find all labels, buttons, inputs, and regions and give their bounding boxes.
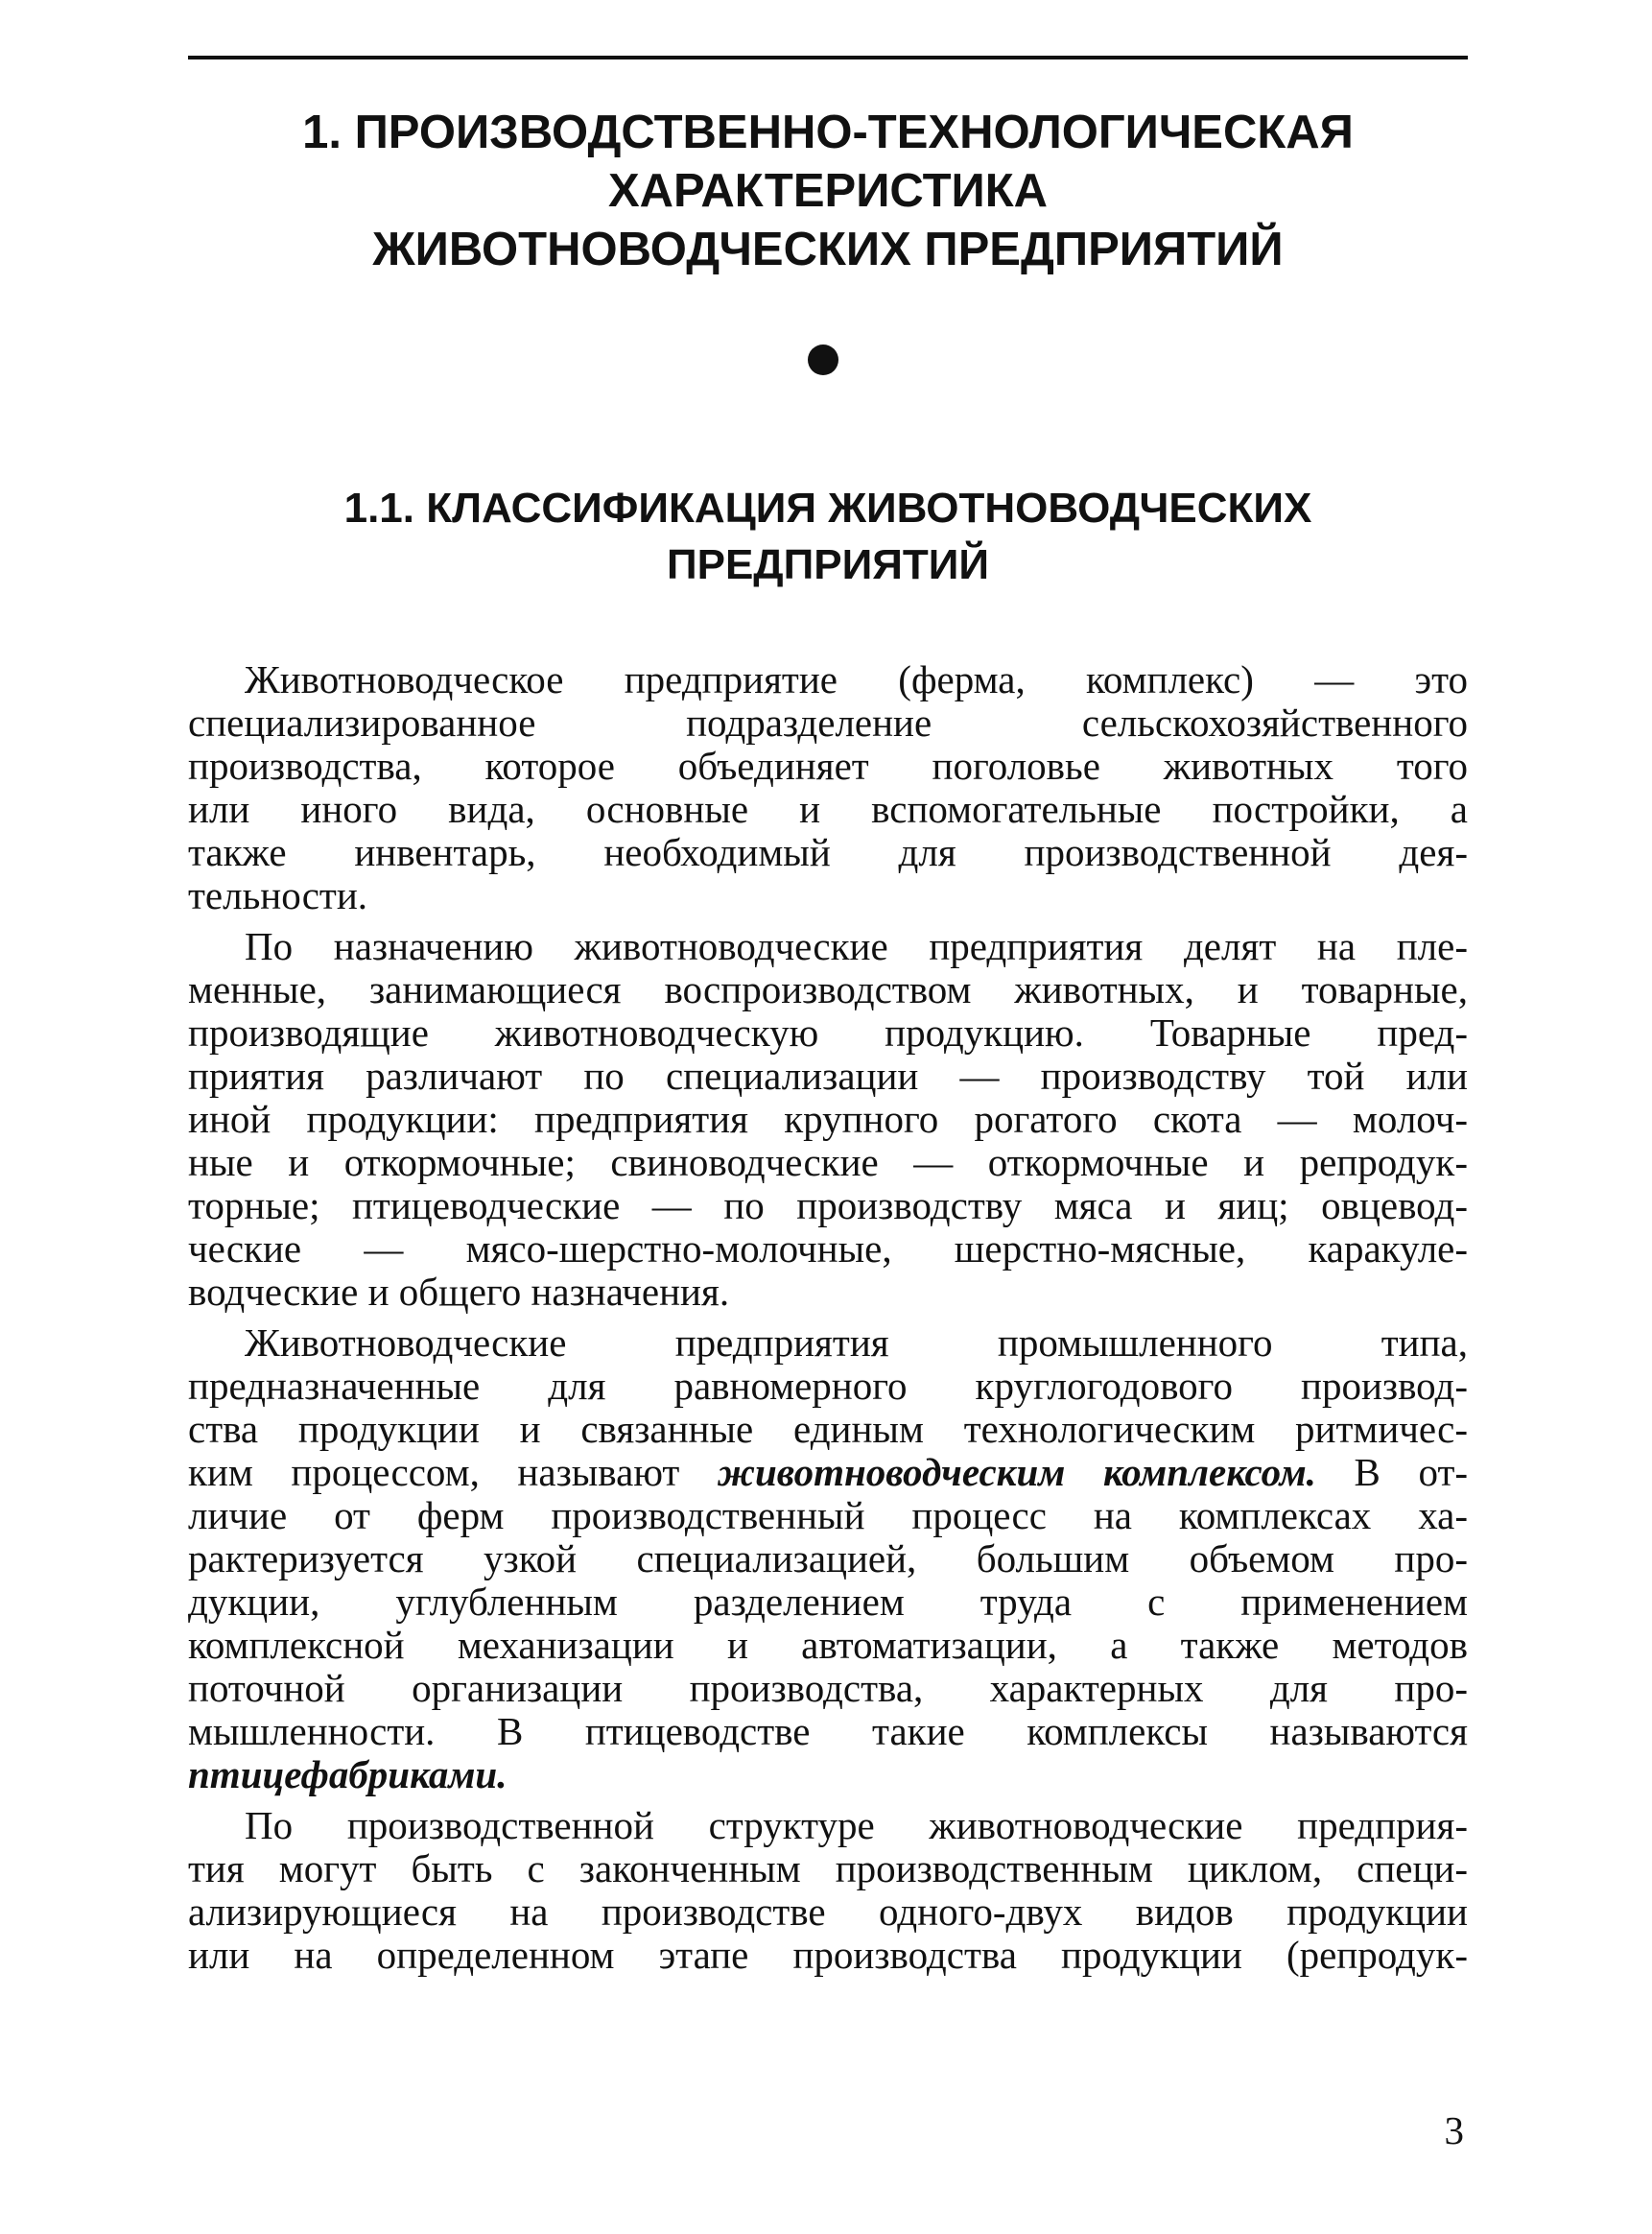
- text-line: или на определенном этапе производства продукции (репродук-: [188, 1933, 1468, 1977]
- text-line: предназначенные для равномерного круглогодового производ-: [188, 1364, 1468, 1408]
- text-line: ства продукции и связанные единым технологическим ритмичес-: [188, 1407, 1468, 1451]
- paragraph-3: [188, 1321, 1468, 1796]
- paragraph-4: [188, 1804, 1468, 1977]
- text-line: Животноводческое предприятие (ферма, комплекс) — это: [245, 657, 1468, 701]
- section-title-line: 1.1. КЛАССИФИКАЦИЯ ЖИВОТНОВОДЧЕСКИХ: [343, 485, 1312, 532]
- chapter-title-line: ХАРАКТЕРИСТИКА: [607, 165, 1049, 217]
- text-line: тия могут быть с законченным производственным циклом, специ-: [188, 1846, 1468, 1890]
- text-line: водческие и общего назначения.: [188, 1270, 730, 1314]
- text-line: [188, 1753, 1468, 1796]
- chapter-title-line: 1. ПРОИЗВОДСТВЕННО-ТЕХНОЛОГИЧЕСКАЯ: [302, 107, 1354, 158]
- text-line: личие от ферм производственный процесс на комплексах ха-: [188, 1493, 1468, 1537]
- section-title: [188, 480, 1468, 593]
- text-line: торные; птицеводческие — по производству мяса и яиц; овцевод-: [188, 1183, 1468, 1227]
- text-line-mixed: [188, 1451, 1468, 1494]
- text-line: Животноводческие предприятия промышленного типа,: [245, 1320, 1468, 1365]
- text-line: производства, которое объединяет поголовье животных того: [188, 744, 1468, 788]
- text-fragment: ким процессом, называют: [188, 1450, 680, 1494]
- paragraph-1: [188, 658, 1468, 917]
- text-line: поточной организации производства, характерных для про-: [188, 1666, 1468, 1710]
- section-title-line: ПРЕДПРИЯТИЙ: [666, 541, 989, 588]
- text-line: также инвентарь, необходимый для производственной дея-: [188, 830, 1468, 874]
- chapter-title: [188, 104, 1468, 279]
- emphasized-term: птицефабриками.: [188, 1752, 507, 1796]
- text-line: или иного вида, основные и вспомогательные постройки, а: [188, 787, 1468, 831]
- text-line: дукции, углубленным разделением труда с применением: [188, 1580, 1468, 1624]
- text-line: По назначению животноводческие предприятия делят на пле-: [245, 924, 1468, 968]
- text-line: ализирующиеся на производстве одного-двух видов продукции: [188, 1889, 1468, 1934]
- text-fragment: В от-: [1354, 1450, 1469, 1494]
- text-line: ные и откормочные; свиноводческие — откормочные и репродук-: [188, 1140, 1468, 1184]
- text-line: приятия различают по специализации — производству той или: [188, 1054, 1468, 1098]
- text-line: рактеризуется узкой специализацией, большим объемом про-: [188, 1536, 1468, 1580]
- text-line: специализированное подразделение сельскохозяйственного: [188, 701, 1468, 745]
- page-number: 3: [1444, 2108, 1464, 2152]
- text-line: По производственной структуре животноводческие предприя-: [245, 1803, 1468, 1847]
- text-line: комплексной механизации и автоматизации, а также методов: [188, 1623, 1468, 1667]
- chapter-title-line: ЖИВОТНОВОДЧЕСКИХ ПРЕДПРИЯТИЙ: [372, 224, 1284, 275]
- text-line: производящие животноводческую продукцию. Товарные пред-: [188, 1010, 1468, 1055]
- text-line: ческие — мясо-шерстно-молочные, шерстно-мясные, каракуле-: [188, 1226, 1468, 1271]
- text-line: мышленности. В птицеводстве такие комплексы называются: [188, 1709, 1468, 1753]
- text-line: иной продукции: предприятия крупного рогатого скота — молоч-: [188, 1097, 1468, 1141]
- body-text: [188, 658, 1468, 1984]
- paragraph-2: [188, 925, 1468, 1314]
- text-line: менные, занимающиеся воспроизводством животных, и товарные,: [188, 967, 1468, 1011]
- text-line: тельности.: [188, 873, 368, 917]
- top-rule: [188, 56, 1468, 59]
- bullet-dot-icon: [808, 345, 838, 375]
- emphasized-term: животноводческим комплексом.: [717, 1450, 1316, 1494]
